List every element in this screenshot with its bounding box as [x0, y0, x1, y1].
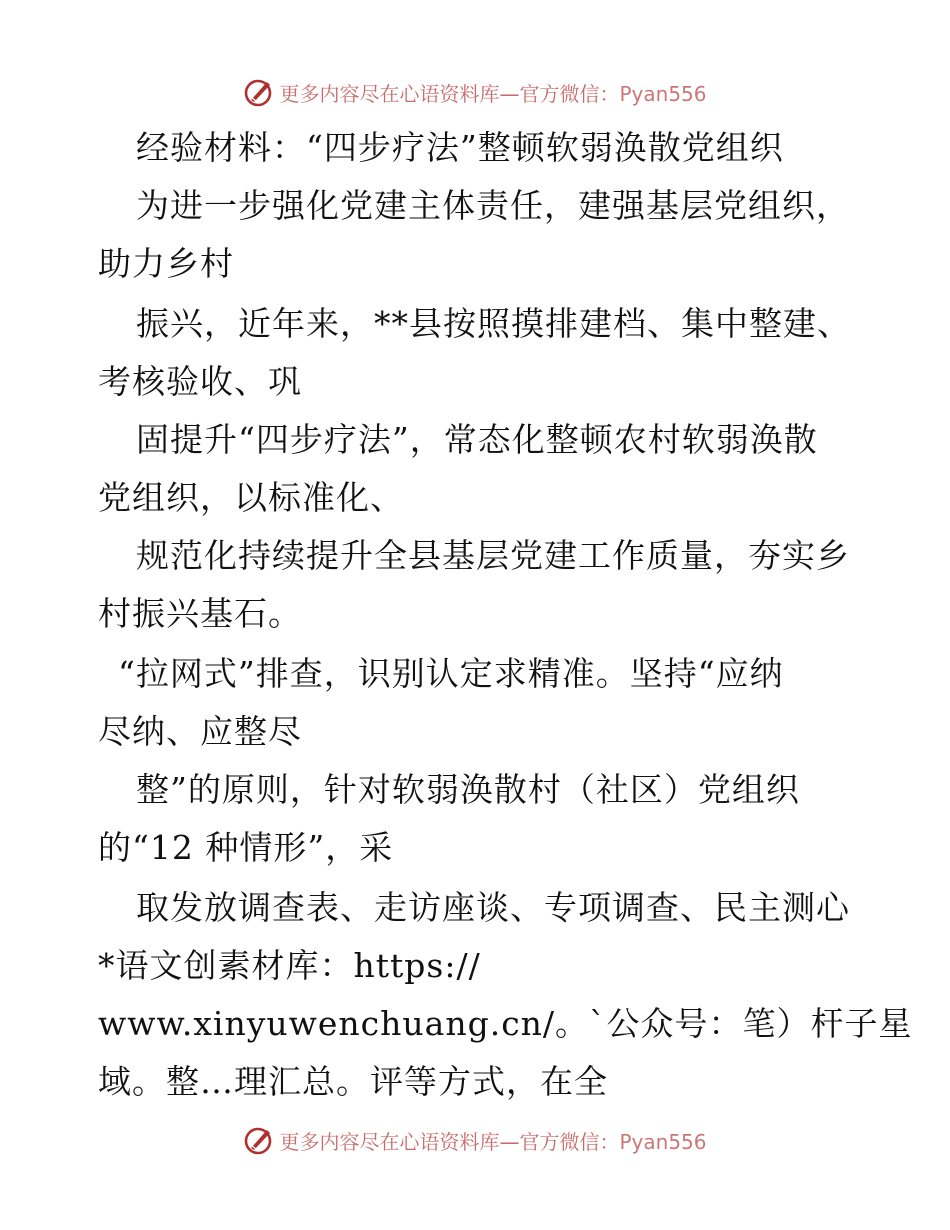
quill-pen-circle-icon: [243, 76, 275, 108]
banner-label: 更多内容尽在心语资料库—官方微信：: [279, 81, 620, 106]
text-line: 取发放调查表、走访座谈、专项调查、民主测心: [136, 888, 850, 927]
banner-label: 更多内容尽在心语资料库—官方微信：: [279, 1129, 620, 1154]
text-line: 党组织，以标准化、: [98, 478, 404, 517]
text-line: 助力乡村: [98, 244, 234, 283]
text-line: 域。整…理汇总。评等方式，在全: [98, 1062, 608, 1101]
text-line: www.xinyuwenchuang.cn/。`公众号：笔）杆子星: [98, 1004, 913, 1043]
document-title: 经验材料：“四步疗法”整顿软弱涣散党组织: [136, 128, 784, 167]
banner-text: [279, 1126, 706, 1155]
text-line: *语文创素材库：https://: [98, 946, 481, 985]
text-line: 考核验收、巩: [98, 362, 302, 401]
header-banner: [0, 72, 950, 112]
text-line: 为进一步强化党建主体责任，建强基层党组织，: [136, 186, 850, 225]
text-line: 的“12 种情形”，采: [98, 828, 394, 867]
quill-pen-circle-icon: [243, 1124, 275, 1156]
text-line: “拉网式”排查，识别认定求精准。坚持“应纳: [118, 654, 784, 693]
text-line: 整”的原则，针对软弱涣散村（社区）党组织: [136, 770, 800, 809]
text-line: 村振兴基石。: [98, 594, 302, 633]
text-line: 规范化持续提升全县基层党建工作质量，夯实乡: [136, 536, 850, 575]
banner-text: [279, 78, 706, 107]
text-line: 振兴，近年来，**县按照摸排建档、集中整建、: [136, 304, 851, 343]
banner-wechat-id: Pyan556: [619, 81, 707, 106]
text-line: 尽纳、应整尽: [98, 712, 302, 751]
text-line: 固提升“四步疗法”，常态化整顿农村软弱涣散: [136, 420, 818, 459]
footer-banner: [0, 1120, 950, 1160]
banner-wechat-id: Pyan556: [619, 1129, 707, 1154]
